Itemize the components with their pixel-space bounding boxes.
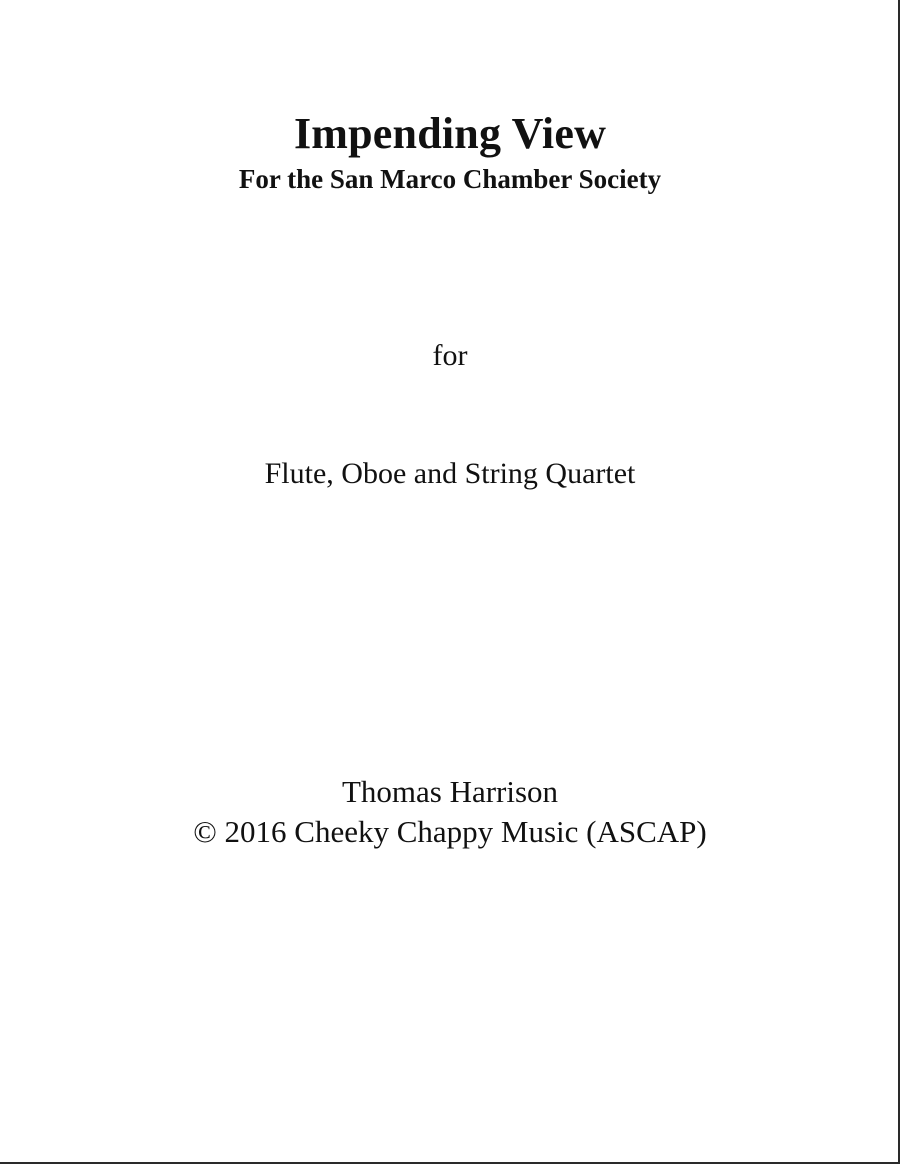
copyright-notice: © 2016 Cheeky Chappy Music (ASCAP) <box>193 814 707 849</box>
composer-name: Thomas Harrison <box>341 774 559 809</box>
instrumentation: Flute, Oboe and String Quartet <box>264 457 636 490</box>
dedication-subtitle: For the San Marco Chamber Society <box>238 164 662 194</box>
for-label: for <box>432 339 468 372</box>
piece-title: Impending View <box>293 109 607 158</box>
